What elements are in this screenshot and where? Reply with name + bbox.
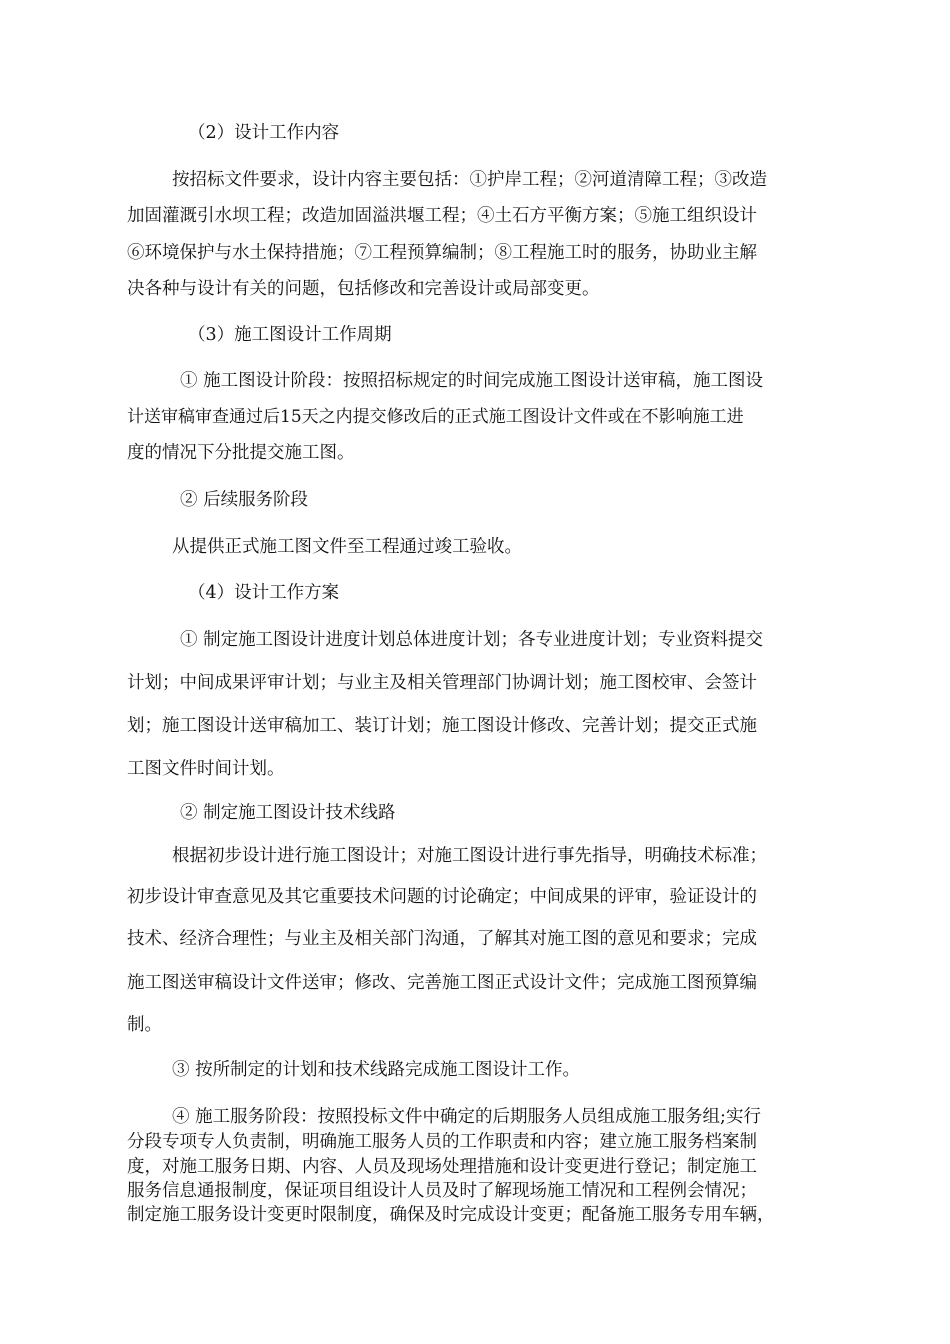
paragraph-line: 制定施工服务设计变更时限制度，确保及时完成设计变更；配备施工服务专用车辆， [127, 1205, 775, 1225]
section-heading-3: （3）施工图设计工作周期 [188, 325, 392, 345]
paragraph-line: 根据初步设计进行施工图设计；对施工图设计进行事先指导，明确技术标准； [172, 846, 767, 866]
paragraph-line: ③ 按所制定的计划和技术线路完成施工图设计工作。 [172, 1060, 581, 1080]
paragraph-line: 计划；中间成果评审计划；与业主及相关管理部门协调计划；施工图校审、会签计 [127, 673, 757, 693]
paragraph-line: ④ 施工服务阶段：按照投标文件中确定的后期服务人员组成施工服务组;实行 [172, 1107, 761, 1127]
paragraph-line: ① 制定施工图设计进度计划总体进度计划；各专业进度计划；专业资料提交 [180, 630, 764, 650]
paragraph-line: 技术、经济合理性；与业主及相关部门沟通，了解其对施工图的意见和要求；完成 [127, 929, 757, 949]
subheading-follow-up: ② 后续服务阶段 [180, 490, 309, 510]
paragraph-line: ① 施工图设计阶段：按照招标规定的时间完成施工图设计送审稿，施工图设 [180, 371, 764, 391]
section-heading-2: （2）设计工作内容 [188, 123, 340, 143]
paragraph-line: 度，对施工服务日期、内容、人员及现场处理措施和设计变更进行登记；制定施工 [127, 1157, 757, 1177]
paragraph-line: 制。 [127, 1015, 162, 1035]
paragraph-line: 划；施工图设计送审稿加工、装订计划；施工图设计修改、完善计划；提交正式施 [127, 716, 757, 736]
section-heading-4: （4）设计工作方案 [188, 583, 340, 603]
paragraph-line: 施工图送审稿设计文件送审；修改、完善施工图正式设计文件；完成施工图预算编 [127, 973, 757, 993]
subheading-tech-route: ② 制定施工图设计技术线路 [180, 803, 396, 823]
paragraph-line: 分段专项专人负责制，明确施工服务人员的工作职责和内容；建立施工服务档案制 [127, 1132, 757, 1152]
paragraph-line: 度的情况下分批提交施工图。 [127, 443, 355, 463]
paragraph-line: 计送审稿审查通过后15天之内提交修改后的正式施工图设计文件或在不影响施工进 [127, 407, 744, 427]
paragraph-line: 决各种与设计有关的问题，包括修改和完善设计或局部变更。 [127, 279, 600, 299]
paragraph-line: 加固灌溉引水坝工程；改造加固溢洪堰工程；④土石方平衡方案；⑤施工组织设计 [127, 206, 757, 226]
paragraph-line: 按招标文件要求，设计内容主要包括：①护岸工程；②河道清障工程；③改造 [172, 170, 767, 190]
paragraph-line: 工图文件时间计划。 [127, 759, 285, 779]
paragraph-line: ⑥环境保护与水土保持措施；⑦工程预算编制；⑧工程施工时的服务，协助业主解 [127, 243, 757, 263]
paragraph-line: 初步设计审查意见及其它重要技术问题的讨论确定；中间成果的评审，验证设计的 [127, 887, 757, 907]
paragraph-line: 从提供正式施工图文件至工程通过竣工验收。 [172, 537, 522, 557]
paragraph-line: 服务信息通报制度，保证项目组设计人员及时了解现场施工情况和工程例会情况； [127, 1181, 757, 1201]
